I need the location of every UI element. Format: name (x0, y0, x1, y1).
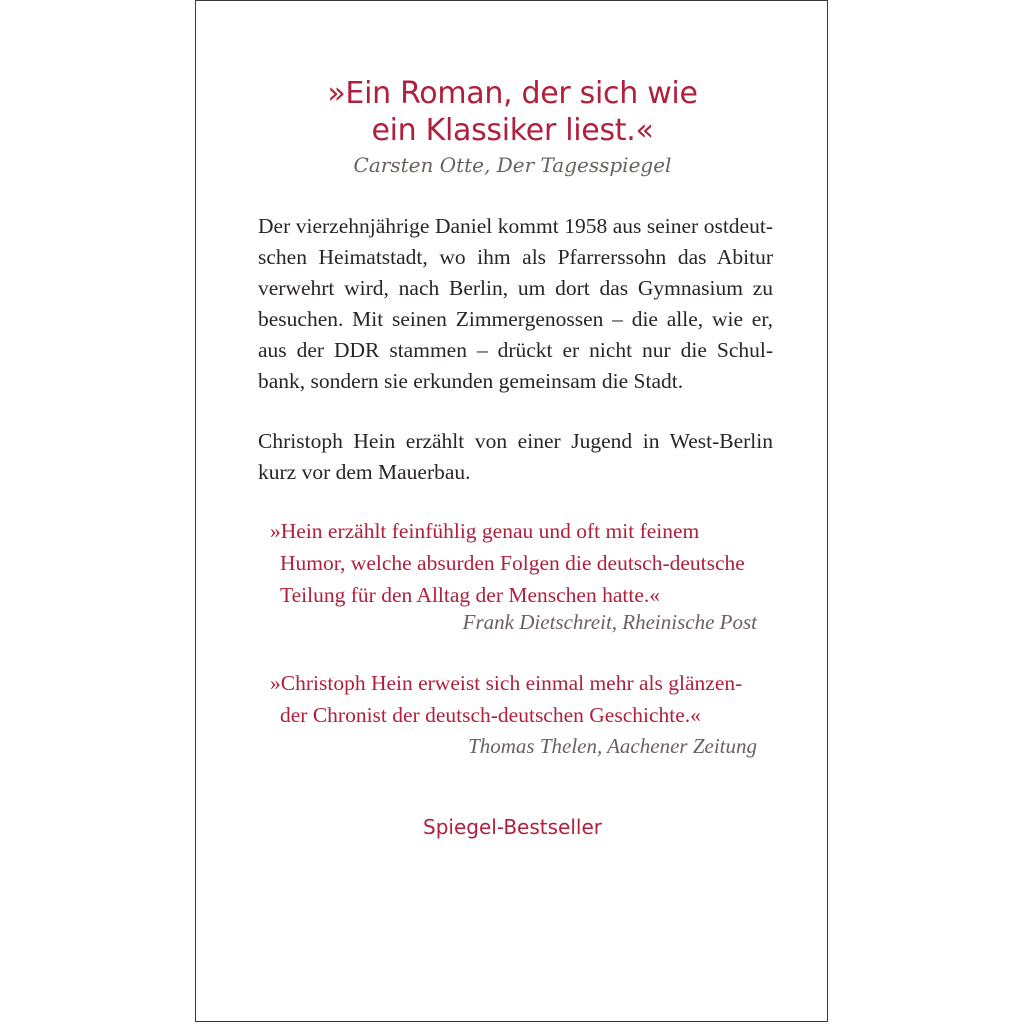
headline-quote (196, 75, 829, 149)
headline-quote-source: Carsten Otte, Der Tagesspiegel (353, 153, 672, 177)
review-quote (270, 667, 760, 731)
blurb-paragraph (258, 426, 773, 488)
blurb-line: verwehrt wird, nach Berlin, um dort das Gymnasium zu (258, 276, 773, 300)
blurb-line: kurz vor dem Mauerbau. (258, 460, 471, 484)
headline-line: ein Klassiker liest.« (371, 113, 654, 148)
blurb-line: aus der DDR stammen – drückt er nicht nur die Schul- (258, 338, 773, 362)
review-source: Thomas Thelen, Aachener Zeitung (468, 734, 757, 758)
blurb-line: besuchen. Mit seinen Zimmergenossen – die alle, wie er, (258, 307, 773, 331)
blurb-line: Christoph Hein erzählt von einer Jugend in West-Berlin (258, 429, 773, 453)
review-quote (270, 515, 760, 611)
book-back-cover (195, 0, 828, 1022)
bestseller-badge: Spiegel-Bestseller (423, 815, 602, 839)
review-line: Humor, welche absurden Folgen die deutsch-deutsche (280, 551, 745, 575)
headline-line: »Ein Roman, der sich wie (327, 76, 698, 111)
review-line: der Chronist der deutsch-deutschen Geschichte.« (280, 703, 701, 727)
review-source: Frank Dietschreit, Rheinische Post (462, 610, 757, 634)
review-line: »Hein erzählt feinfühlig genau und oft mit feinem (270, 519, 700, 543)
blurb-line: schen Heimatstadt, wo ihm als Pfarrerssohn das Abitur (258, 245, 773, 269)
review-line: »Christoph Hein erweist sich einmal mehr als glänzen- (270, 671, 743, 695)
review-line: Teilung für den Alltag der Menschen hatte.« (280, 583, 661, 607)
blurb-paragraph (258, 211, 773, 397)
blurb-line: bank, sondern sie erkunden gemeinsam die Stadt. (258, 369, 684, 393)
blurb-line: Der vierzehnjährige Daniel kommt 1958 aus seiner ostdeut- (258, 214, 773, 238)
